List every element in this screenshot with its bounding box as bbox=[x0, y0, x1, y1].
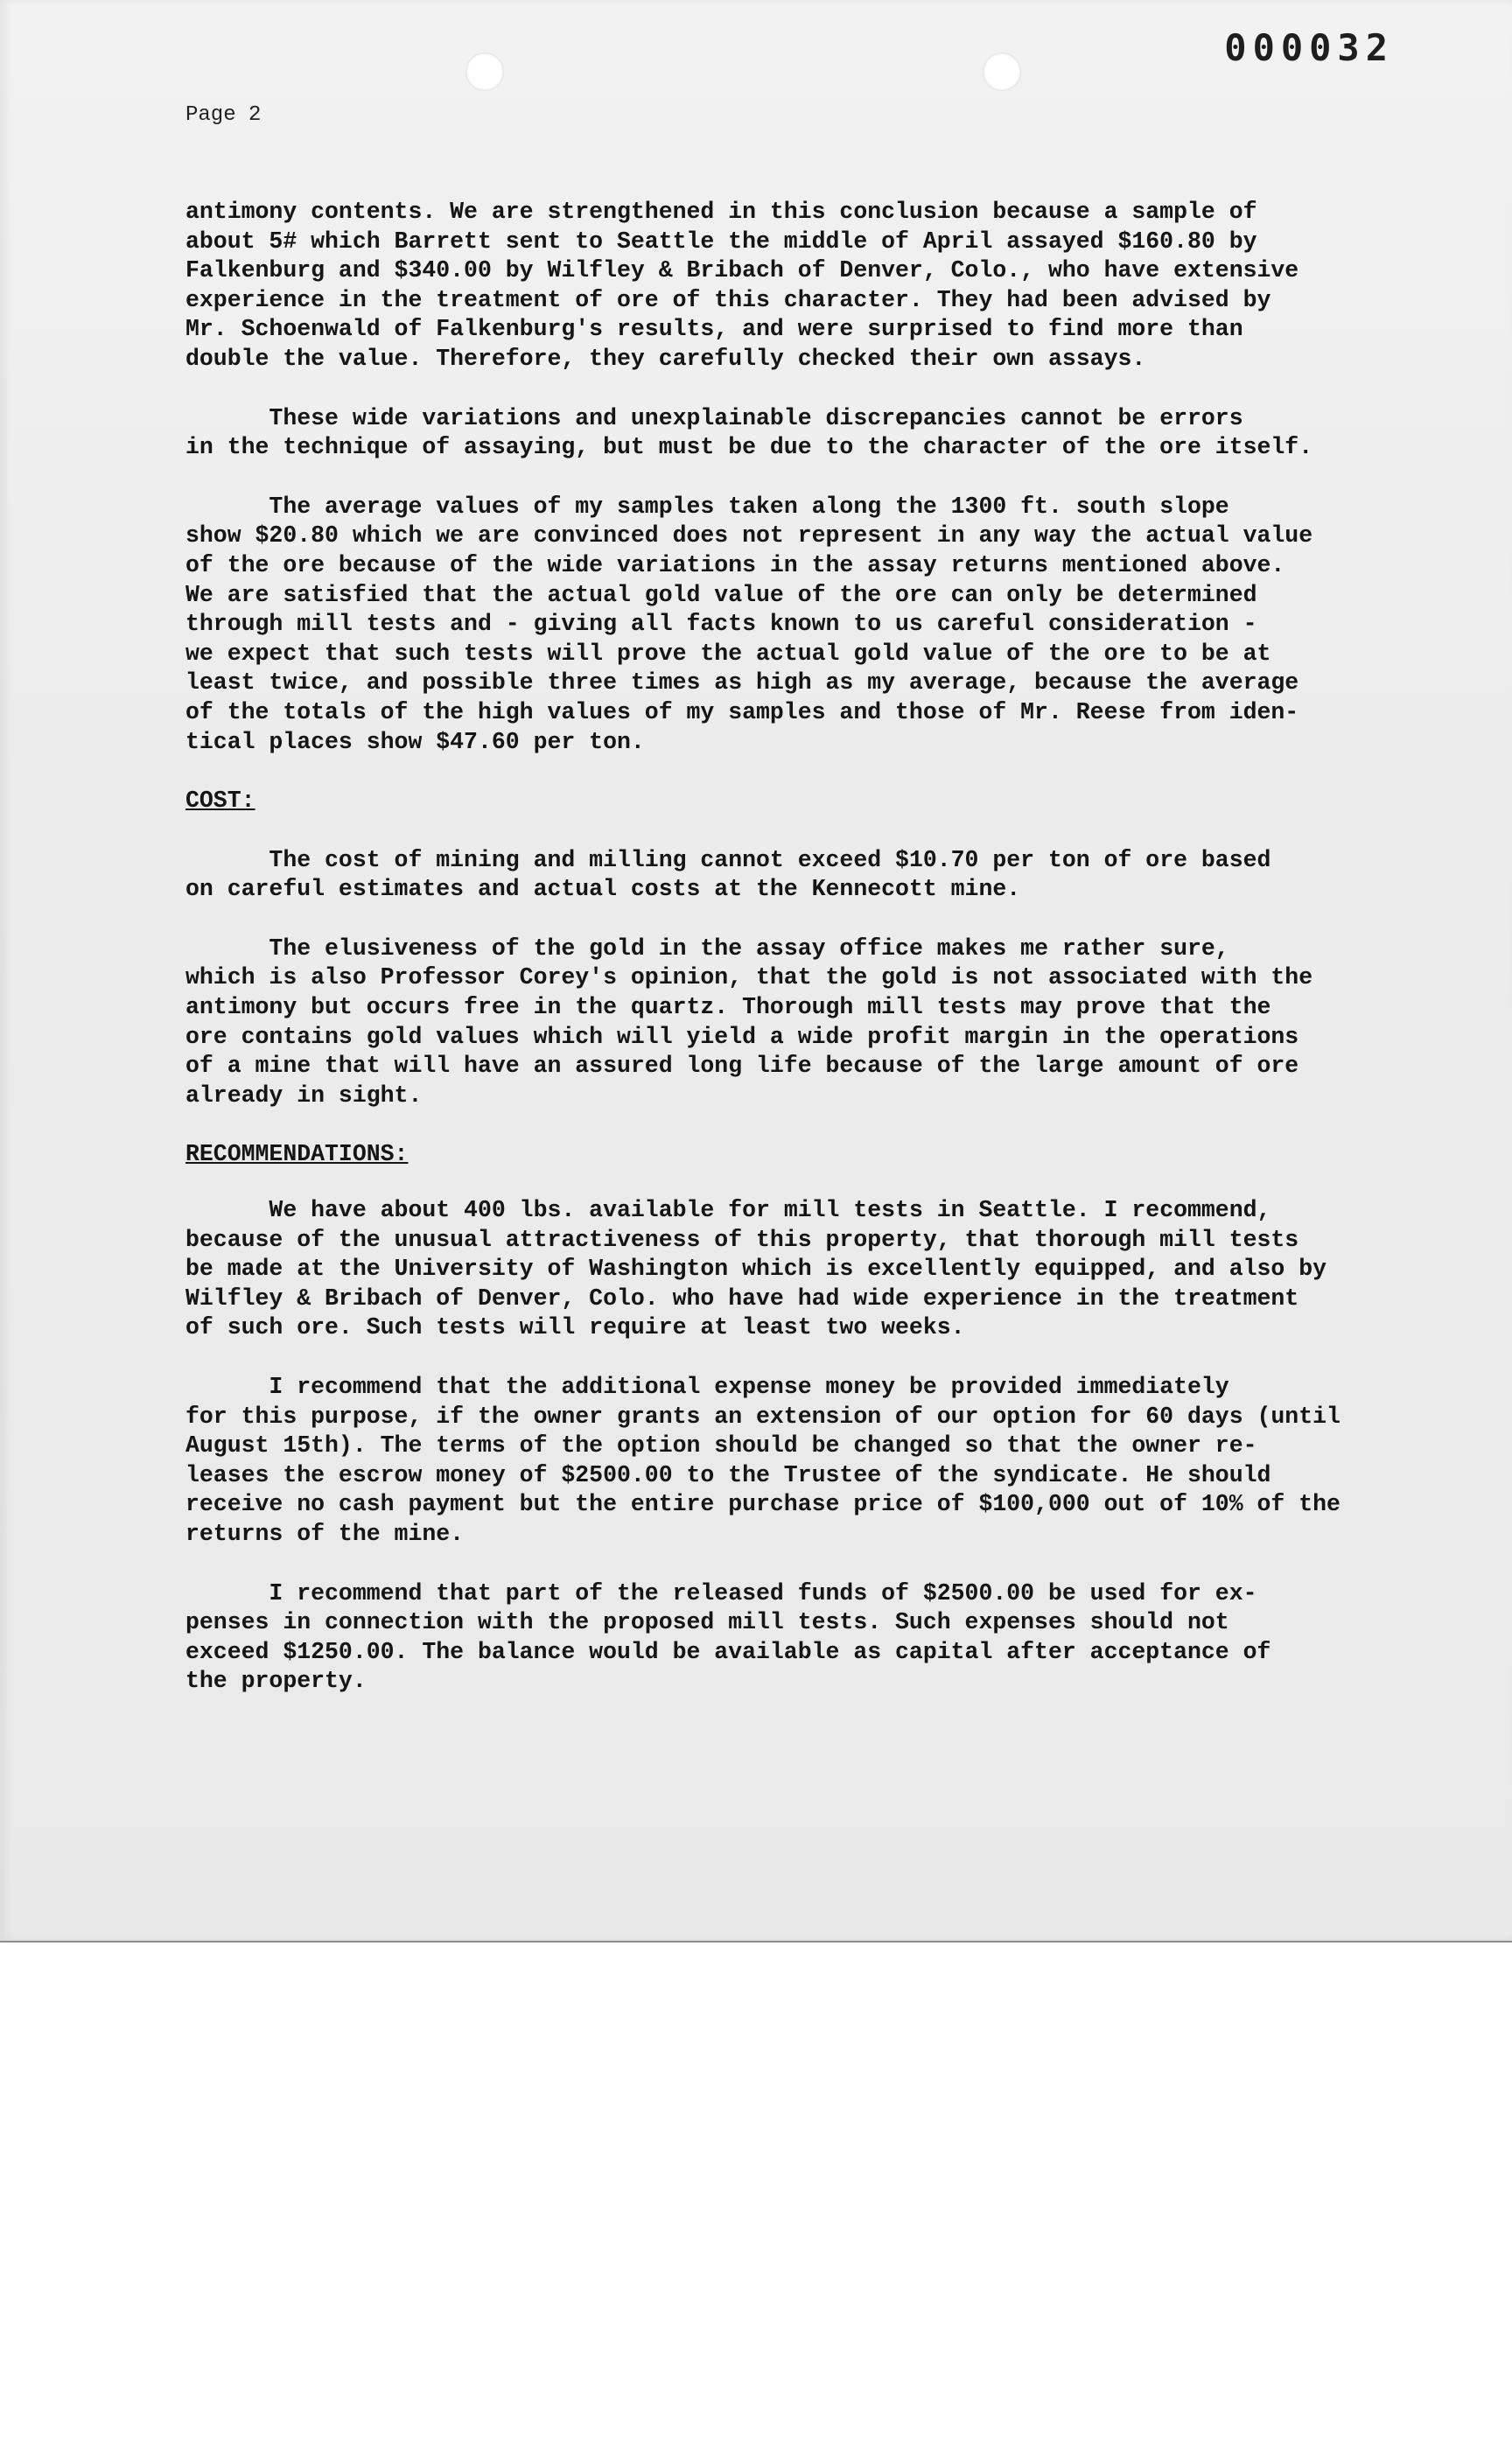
paragraph-average-values: The average values of my samples taken along the 1300 ft. south slope show $20.80 which we are convinced does not represent in any way the actual value of the ore because of the wide variations in the assay returns mentioned above. We are satisfied that the actual gold value of the ore can only be determined through mill tests and - giving all facts known to us careful consideration - we expect that such tests will prove the actual gold value of the ore to be at least twice, and possible three times as high as my average, because the average of the totals of the high values of my samples and those of Mr. Reese from iden- tical places show $47.60 per ton. bbox=[186, 493, 1313, 755]
paragraph-expense-money: I recommend that the additional expense money be provided immediately for this purpose, if the owner grants an extension of our option for 60 days (until August 15th). The terms of the option should be changed so that the owner re- leases the escrow money of $2500.00 to the Trustee of the syndicate. He should receive no cash payment but the entire purchase price of $100,000 out of 10% of the returns of the mine. bbox=[186, 1374, 1340, 1547]
paragraph-mill-tests: We have about 400 lbs. available for mill tests in Seattle. I recommend, because of the unusual attractiveness of this property, that thorough mill tests be made at the University of Washington which is excellently equipped, and also by Wilfley & Bribach of Denver, Colo. who have had wide experience in the treatment of such ore. Such tests will require at least two weeks. bbox=[186, 1197, 1327, 1341]
document-body bbox=[186, 198, 1410, 1726]
document-number: 000032 bbox=[1224, 26, 1394, 69]
cost-heading: COST: bbox=[186, 788, 256, 815]
page-label: Page 2 bbox=[186, 103, 262, 127]
paragraph-elusiveness: The elusiveness of the gold in the assay office makes me rather sure, which is also Professor Corey's opinion, that the gold is not associated with the antimony but occurs free in the quartz. Thorough mill tests may prove that the ore contains gold values which will yield a wide profit margin in the operations of a mine that will have an assured long life because of the large amount of ore already in sight. bbox=[186, 934, 1313, 1109]
punch-hole-right bbox=[983, 52, 1021, 91]
paragraph-antimony-contents: antimony contents. We are strengthened in this conclusion because a sample of about 5# which Barrett sent to Seattle the middle of April assayed $160.80 by Falkenburg and $340.00 by Wilfley & Bribach of Denver, Colo., who have extensive experience in the treatment of ore of this character. They had been advised by Mr. Schoenwald of Falkenburg's results, and were surprised to find more than double the value. Therefore, they carefully checked their own assays. bbox=[186, 199, 1299, 372]
punch-hole-left bbox=[466, 52, 504, 91]
recommendations-heading: RECOMMENDATIONS: bbox=[186, 1141, 409, 1168]
paragraph-wide-variations: These wide variations and unexplainable discrepancies cannot be errors in the technique of assaying, but must be due to the character of the ore itself. bbox=[186, 404, 1313, 461]
paragraph-cost-of-mining: The cost of mining and milling cannot exceed $10.70 per ton of ore based on careful estimates and actual costs at the Kennecott mine. bbox=[186, 846, 1271, 903]
paragraph-released-funds: I recommend that part of the released funds of $2500.00 be used for ex- penses in connection with the proposed mill tests. Such expenses should not exceed $1250.00. The balance would be available as capital after acceptance of the property. bbox=[186, 1579, 1271, 1695]
